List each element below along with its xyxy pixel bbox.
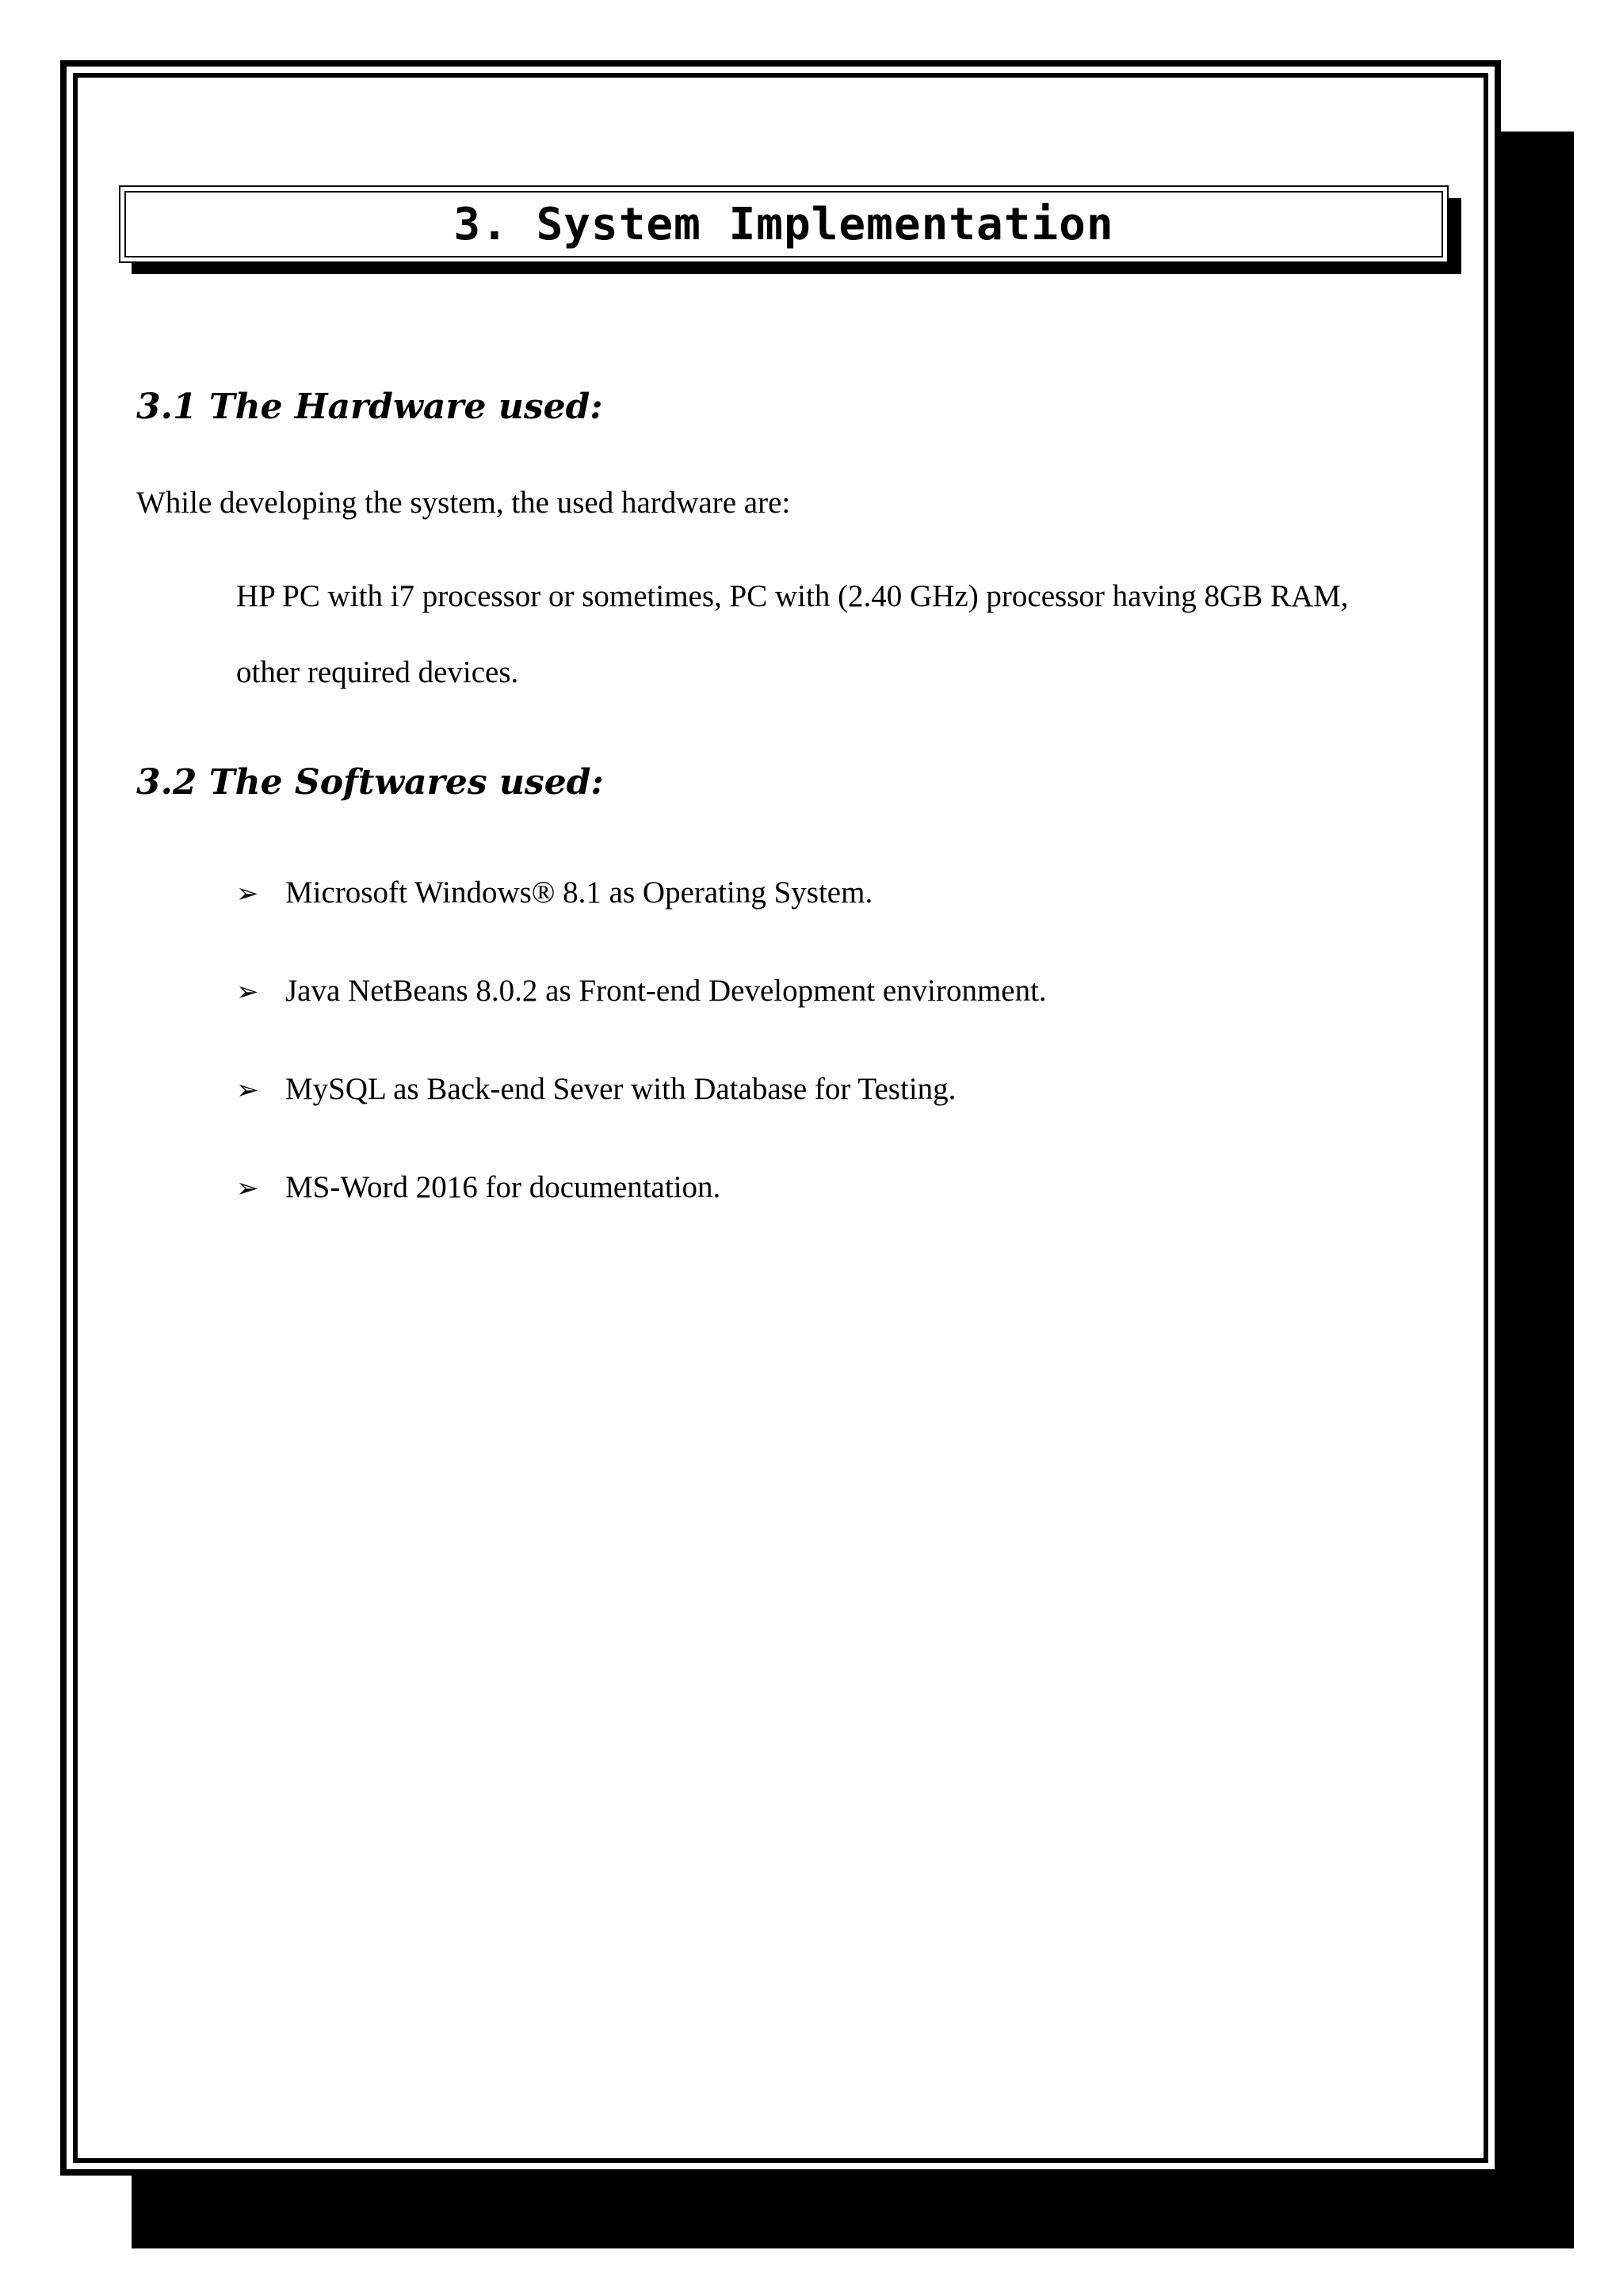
chapter-title: 3. System Implementation [453,198,1114,250]
arrowhead-bullet-icon: ➢ [236,976,259,1008]
list-item-text: MySQL as Back-end Sever with Database for Testing. [285,1072,957,1106]
hardware-detail-line-1: HP PC with i7 processor or sometimes, PC with (2.40 GHz) processor having 8GB RAM, [236,579,1349,613]
arrowhead-bullet-icon: ➢ [236,1074,259,1106]
list-item-text: Java NetBeans 8.0.2 as Front-end Development environment. [285,974,1047,1008]
list-item-text: MS-Word 2016 for documentation. [285,1170,721,1204]
list-item-text: Microsoft Windows® 8.1 as Operating System. [285,875,873,910]
hardware-intro-text: While developing the system, the used hardware are: [136,486,791,520]
chapter-title-box-inner [124,191,1443,257]
software-section-heading: 3.2 The Softwares used: [136,762,604,803]
hardware-detail-line-2: other required devices. [236,655,519,689]
list-item [236,875,873,910]
hardware-section-heading: 3.1 The Hardware used: [136,387,603,427]
chapter-title-box [119,185,1449,263]
arrowhead-bullet-icon: ➢ [236,878,259,910]
list-item [236,1169,720,1205]
list-item [236,1071,956,1107]
arrowhead-bullet-icon: ➢ [236,1173,259,1204]
page-border [60,60,1501,2176]
list-item [236,973,1047,1009]
